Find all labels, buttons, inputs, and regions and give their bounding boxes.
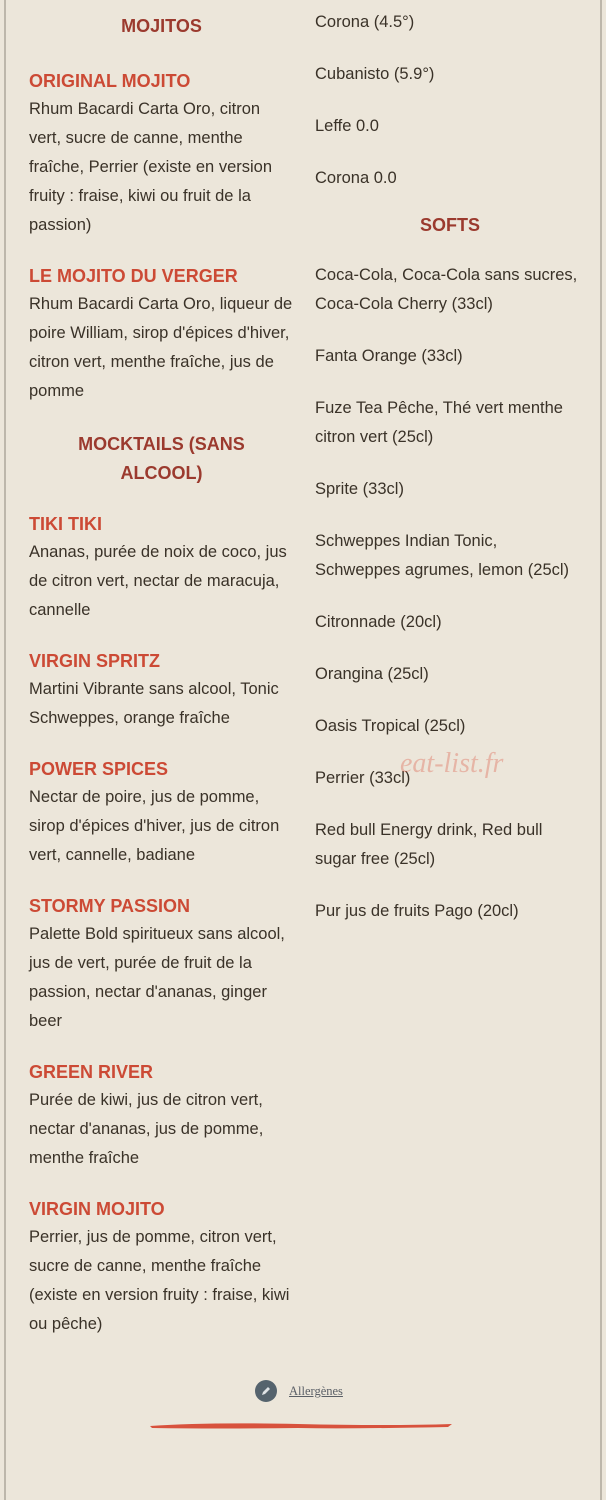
item-description: Palette Bold spiritueux sans alcool, jus de vert, purée de fruit de la passion, nectar d'ananas, ginger beer — [29, 925, 285, 1030]
menu-item — [29, 1058, 294, 1173]
soft-item: Orangina (25cl) — [315, 665, 429, 683]
item-description: Ananas, purée de noix de coco, jus de citron vert, nectar de maracuja, cannelle — [29, 543, 287, 619]
item-description: Perrier, jus de pomme, citron vert, sucre de canne, menthe fraîche (existe en version fruity : fraise, kiwi ou pêche) — [29, 1228, 290, 1333]
beer-item: Corona (4.5°) — [315, 13, 415, 31]
soft-item: Oasis Tropical (25cl) — [315, 717, 466, 735]
soft-item: Fuze Tea Pêche, Thé vert menthe citron vert (25cl) — [315, 399, 563, 446]
item-description: Martini Vibrante sans alcool, Tonic Schweppes, orange fraîche — [29, 680, 279, 727]
menu-item — [29, 755, 294, 870]
section-title-softs: SOFTS — [419, 215, 480, 235]
item-description: Rhum Bacardi Carta Oro, citron vert, sucre de canne, menthe fraîche, Perrier (existe en version fruity : fraise, kiwi ou fruit de la passion) — [29, 100, 273, 234]
pencil-icon — [255, 1380, 277, 1402]
brush-stroke-divider — [148, 1420, 454, 1430]
item-name: POWER SPICES — [29, 759, 169, 779]
soft-item: Sprite (33cl) — [315, 480, 404, 498]
beer-item: Cubanisto (5.9°) — [315, 65, 435, 83]
page-border-left — [4, 0, 6, 1500]
page-border-right — [600, 0, 602, 1500]
item-name: LE MOJITO DU VERGER — [29, 266, 238, 286]
soft-item: Fanta Orange (33cl) — [315, 347, 463, 365]
beer-item: Corona 0.0 — [315, 169, 397, 187]
menu-item — [29, 892, 294, 1036]
menu-item — [29, 647, 294, 733]
menu-column-left — [29, 12, 294, 1361]
soft-item: Perrier (33cl) — [315, 769, 411, 787]
item-name: VIRGIN SPRITZ — [29, 651, 161, 671]
item-name: STORMY PASSION — [29, 896, 191, 916]
allergen-link-group[interactable] — [255, 1380, 343, 1402]
soft-item: Red bull Energy drink, Red bull sugar free (25cl) — [315, 821, 543, 868]
watermark-text: eat-list.fr — [400, 748, 504, 779]
item-description: Rhum Bacardi Carta Oro, liqueur de poire William, sirop d'épices d'hiver, citron vert, menthe fraîche, jus de pomme — [29, 295, 293, 400]
menu-item — [29, 67, 294, 240]
section-title-mojitos: MOJITOS — [121, 16, 202, 36]
allergen-link[interactable]: Allergènes — [289, 1383, 343, 1398]
item-name: ORIGINAL MOJITO — [29, 71, 191, 91]
item-name: GREEN RIVER — [29, 1062, 154, 1082]
section-title-mocktails: MOCKTAILS (SANS ALCOOL) — [78, 434, 245, 483]
menu-item — [29, 262, 294, 406]
item-name: TIKI TIKI — [29, 514, 102, 534]
item-description: Nectar de poire, jus de pomme, sirop d'épices d'hiver, jus de citron vert, cannelle, badiane — [29, 788, 280, 864]
menu-item — [29, 510, 294, 625]
item-name: VIRGIN MOJITO — [29, 1199, 165, 1219]
item-description: Purée de kiwi, jus de citron vert, nectar d'ananas, jus de pomme, menthe fraîche — [29, 1091, 264, 1167]
menu-item — [29, 1195, 294, 1339]
soft-item: Citronnade (20cl) — [315, 613, 442, 631]
soft-item: Schweppes Indian Tonic, Schweppes agrumes, lemon (25cl) — [315, 532, 570, 579]
beer-item: Leffe 0.0 — [315, 117, 379, 135]
soft-item: Coca-Cola, Coca-Cola sans sucres, Coca-Cola Cherry (33cl) — [315, 266, 578, 313]
menu-column-right — [315, 8, 585, 949]
soft-item: Pur jus de fruits Pago (20cl) — [315, 902, 519, 920]
